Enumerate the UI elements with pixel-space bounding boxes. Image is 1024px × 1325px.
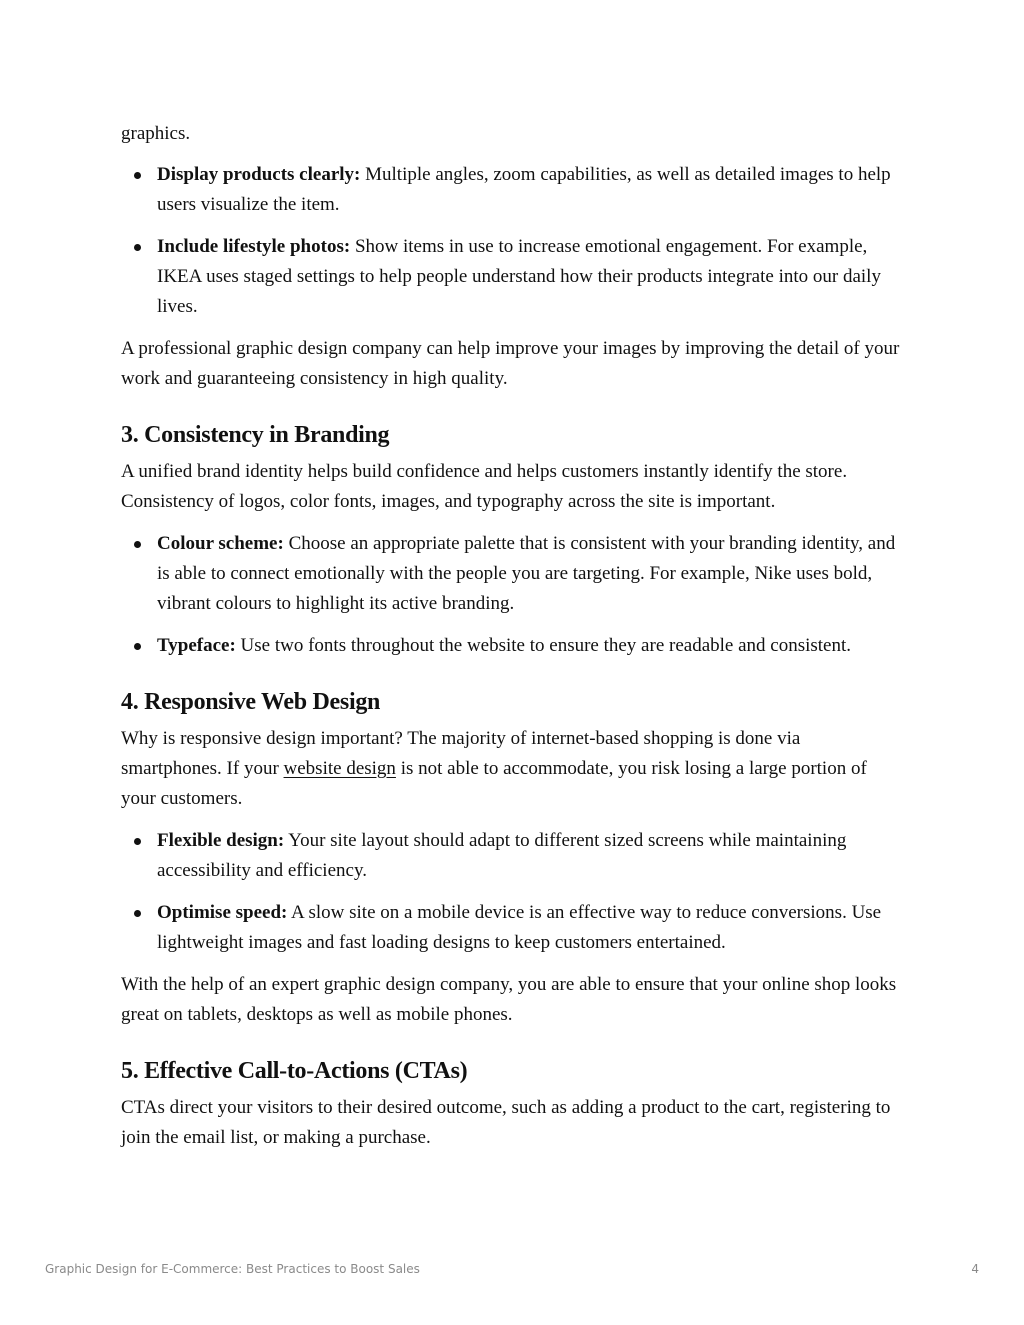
list-item-label: Colour scheme: [157,533,284,554]
bullet-icon [134,172,141,179]
bullet-icon [134,910,141,917]
list-item-text: Your site layout should adapt to different sized screens while maintaining accessibility and efficiency. [157,830,847,881]
paragraph-text: is not able to accommodate, you risk losing a large portion of your customers. [121,758,867,809]
list-item [121,898,905,958]
list-item [121,826,905,886]
list-item-label: Typeface: [157,635,236,656]
list-item [121,160,905,220]
section-heading-branding: 3. Consistency in Branding [121,422,390,448]
image-tips-list [121,160,905,322]
section-heading-responsive: 4. Responsive Web Design [121,689,381,715]
continued-paragraph: graphics. [121,123,191,144]
list-item [121,631,905,661]
list-item-label: Optimise speed: [157,902,288,923]
footer-title: Graphic Design for E-Commerce: Best Practices to Boost Sales [45,1262,420,1276]
list-item-text: Use two fonts throughout the website to ensure they are readable and consistent. [235,635,852,656]
paragraph: A professional graphic design company can help improve your images by improving the detail of your work and guaranteeing consistency in high quality. [121,338,900,389]
list-item-text: A slow site on a mobile device is an effective way to reduce conversions. Use lightweight images and fast loading designs to keep customers entertained. [157,902,882,953]
document-body [121,119,905,1165]
paragraph: A unified brand identity helps build confidence and helps customers instantly identify the store. Consistency of logos, color fonts, images, and typography across the site is important. [121,461,848,512]
paragraph-text: Why is responsive design important? The majority of internet-based shopping is done via smartphones. If your [121,728,801,779]
paragraph: CTAs direct your visitors to their desired outcome, such as adding a product to the cart, registering to join the email list, or making a purchase. [121,1097,891,1148]
list-item-label: Display products clearly: [157,164,361,185]
bullet-icon [134,244,141,251]
section-heading-cta: 5. Effective Call-to-Actions (CTAs) [121,1058,468,1084]
bullet-icon [134,541,141,548]
responsive-tips-list [121,826,905,958]
bullet-icon [134,838,141,845]
list-item-text: Show items in use to increase emotional engagement. For example, IKEA uses staged settings to help people understand how their products integrate into our daily lives. [157,236,881,317]
paragraph [121,724,905,814]
branding-tips-list [121,529,905,661]
list-item-label: Flexible design: [157,830,285,851]
bullet-icon [134,643,141,650]
page-footer [45,1262,979,1276]
page-number: 4 [971,1262,979,1276]
list-item [121,232,905,322]
paragraph: With the help of an expert graphic design company, you are able to ensure that your online shop looks great on tablets, desktops as well as mobile phones. [121,974,897,1025]
list-item-text: Choose an appropriate palette that is consistent with your branding identity, and is able to connect emotionally with the people you are targeting. For example, Nike uses bold, vibrant colours to highlight its active branding. [157,533,896,614]
list-item-label: Include lifestyle photos: [157,236,351,257]
list-item-text: Multiple angles, zoom capabilities, as well as detailed images to help users visualize the item. [157,164,891,215]
list-item [121,529,905,619]
website-design-link[interactable]: website design [283,758,396,779]
